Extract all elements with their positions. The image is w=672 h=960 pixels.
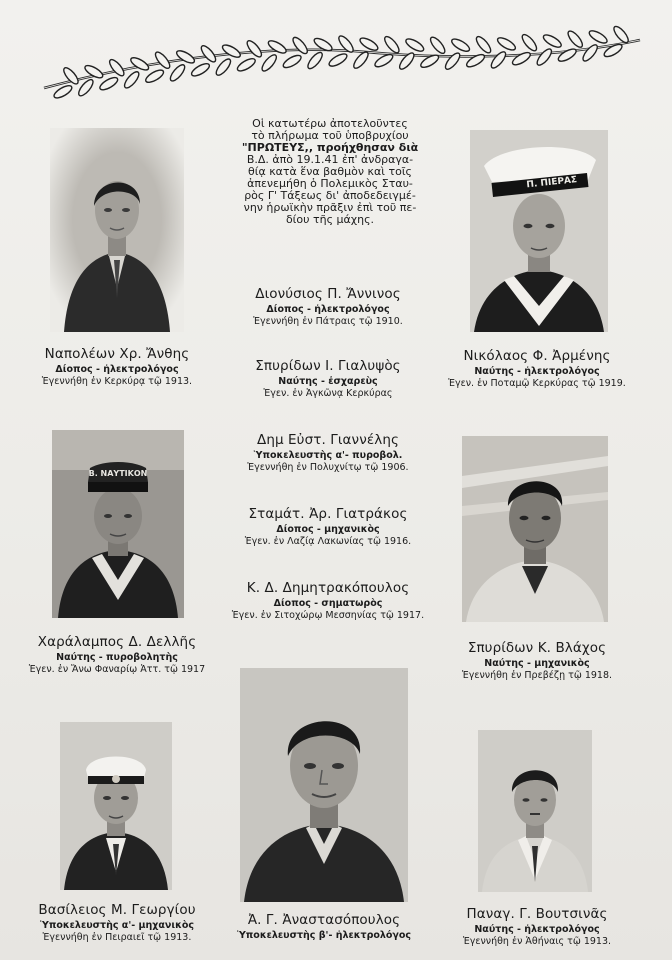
intro-line: ρὸς Γ' Τάξεως δι' ἀποδεδειγμέ- — [244, 189, 416, 202]
intro-line: νην ἡρωϊκὴν πρᾶξιν ἐπὶ τοῦ πε- — [243, 201, 417, 214]
caption-anninos — [226, 286, 430, 327]
laurel-leaf-icon — [587, 28, 608, 45]
laurel-leaf-icon — [566, 29, 585, 49]
person-rank: Ὑποκελευστὴς β'- ἠλεκτρολόγος — [236, 930, 412, 941]
laurel-leaf-icon — [351, 50, 370, 70]
laurel-leaf-icon — [428, 35, 447, 55]
laurel-leaf-icon — [260, 53, 279, 73]
portrait-anastasopoulos — [240, 668, 408, 902]
laurel-leaf-icon — [281, 53, 302, 70]
person-name: Παναγ. Γ. Βουτσινᾶς — [466, 906, 608, 922]
person-name: Σπυρίδων Κ. Βλάχος — [467, 640, 607, 656]
person-birth: Ἐγεννήθη ἐν Κερκύρᾳ τῷ 1913. — [41, 376, 193, 387]
caption-vlachos — [432, 640, 642, 681]
intro-line: δίου τῆς μάχης. — [285, 213, 375, 226]
laurel-leaf-icon — [520, 32, 539, 52]
caption-armenis — [432, 348, 642, 389]
caption-dellis — [18, 634, 216, 675]
laurel-leaf-icon — [542, 33, 563, 50]
person-name: Νικόλαος Φ. Ἀρμένης — [463, 348, 611, 364]
laurel-leaf-icon — [465, 52, 486, 69]
laurel-leaf-icon — [489, 50, 508, 70]
laurel-leaf-icon — [535, 47, 554, 67]
person-birth: Ἐγεν. ἐν Ποταμῷ Κερκύρας τῷ 1919. — [448, 378, 626, 389]
portrait-vlachos — [462, 436, 608, 622]
cap-ribbon-text: Β. ΝΑΥΤΙΚΟΝ — [88, 469, 148, 478]
laurel-leaf-icon — [581, 43, 600, 63]
laurel-leaf-icon — [443, 51, 462, 71]
intro-line: ἀπενεμήθη ὁ Πολεμικὸς Σταυ- — [247, 177, 413, 190]
caption-voutsinas — [432, 906, 642, 947]
intro-line: Β.Δ. ἀπὸ 19.1.41 ἐπ' ἀνδραγα- — [246, 153, 414, 166]
person-birth: Ἐγεν. ἐν Λαζίᾳ Λακωνίας τῷ 1916. — [244, 536, 412, 547]
person-name: Δημ Εὐστ. Γιαννέλης — [256, 432, 399, 448]
laurel-leaf-icon — [382, 34, 401, 54]
laurel-leaf-icon — [245, 39, 264, 59]
caption-anthis — [18, 346, 216, 387]
intro-line: Οἱ κατωτέρω ἀποτελοῦντες — [252, 117, 408, 130]
person-name: Σταμάτ. Ἀρ. Γιατράκος — [248, 506, 408, 522]
caption-giatrakos — [226, 506, 430, 547]
laurel-leaf-icon — [107, 57, 126, 77]
person-name: Ναπολέων Χρ. Ἄνθης — [44, 346, 190, 362]
portrait-armenis — [470, 130, 608, 332]
person-rank: Δίοπος - ἠλεκτρολόγος — [55, 364, 179, 375]
person-rank: Ναύτης - ἐσχαρεὺς — [278, 376, 378, 387]
laurel-leaf-icon — [404, 37, 425, 54]
person-rank: Δίοπος - ἠλεκτρολόγος — [266, 304, 390, 315]
person-rank: Δίοπος - μηχανικὸς — [276, 524, 380, 535]
person-birth: Ἐγεν. ἐν Ἀγκῶνᾳ Κερκύρας — [263, 388, 393, 399]
laurel-leaf-icon — [221, 43, 242, 60]
person-name: Σπυρίδων Ι. Γιαλυψὸς — [255, 358, 401, 374]
person-birth: Ἐγεννήθη ἐν Πάτραις τῷ 1910. — [253, 316, 403, 327]
person-birth: Ἐγεν. ἐν Σιτοχώρῳ Μεσσηνίας τῷ 1917. — [231, 610, 425, 621]
portrait-dellis — [52, 430, 184, 618]
laurel-leaf-icon — [557, 47, 578, 64]
person-rank: Δίοπος - σηματωρὸς — [273, 598, 383, 609]
laurel-leaf-icon — [76, 77, 95, 97]
caption-georgiou — [18, 902, 216, 943]
person-name: Διονύσιος Π. Ἄννινος — [255, 286, 401, 302]
caption-giannelis — [226, 432, 430, 473]
laurel-leaf-icon — [306, 50, 325, 70]
person-birth: Ἐγεννήθη ἐν Πειραιεῖ τῷ 1913. — [42, 932, 192, 943]
cap-ribbon-text: Π. ΠΙΕΡΑΣ — [526, 175, 578, 191]
laurel-leaf-icon — [153, 50, 172, 70]
person-birth: Ἐγεννήθη ἐν Ἀθήναις τῷ 1913. — [462, 936, 612, 947]
person-rank: Ὑποκελευστὴς α'- μηχανικὸς — [40, 920, 194, 931]
portrait-anthis — [50, 128, 184, 332]
person-name: Χαράλαμπος Δ. Δελλῆς — [37, 634, 197, 650]
laurel-leaf-icon — [199, 44, 218, 64]
caption-gialypsos — [226, 358, 430, 399]
laurel-leaf-icon — [373, 52, 394, 69]
portrait-voutsinas — [478, 730, 592, 892]
intro-line: θίᾳ κατὰ ἕνα βαθμὸν καὶ τοῖς — [248, 165, 412, 178]
laurel-leaf-icon — [122, 70, 141, 90]
laurel-leaf-icon — [291, 35, 310, 55]
person-rank: Ναύτης - ἠλεκτρολόγος — [474, 924, 600, 935]
person-name: Ἀ. Γ. Ἀναστασόπουλος — [247, 912, 401, 928]
laurel-leaf-icon — [358, 36, 379, 53]
laurel-leaf-icon — [129, 55, 150, 72]
person-birth: Ἐγεννήθη ἐν Πολυχνίτῳ τῷ 1906. — [247, 462, 409, 473]
laurel-branch-ornament — [36, 18, 648, 100]
intro-line: "ΠΡΩΤΕΥΣ,, προήχθησαν διὰ — [241, 141, 419, 154]
person-name: Βασίλειος Μ. Γεωργίου — [38, 902, 196, 918]
intro-paragraph — [232, 118, 428, 226]
caption-anastasopoulos — [222, 912, 426, 941]
laurel-leaf-icon — [496, 35, 517, 52]
laurel-leaf-icon — [511, 50, 532, 67]
person-rank: Ναύτης - ἠλεκτρολόγος — [474, 366, 600, 377]
laurel-leaf-icon — [214, 57, 233, 77]
person-birth: Ἐγεννήθη ἐν Πρεβέζῃ τῷ 1918. — [461, 670, 613, 681]
person-name: Κ. Δ. Δημητρακόπουλος — [246, 580, 410, 596]
person-rank: Ὑποκελευστὴς α'- πυροβολ. — [253, 450, 403, 461]
person-rank: Ναύτης - μηχανικὸς — [484, 658, 590, 669]
person-rank: Ναύτης - πυροβολητὴς — [56, 652, 178, 663]
laurel-leaf-icon — [168, 63, 187, 83]
laurel-leaf-icon — [327, 52, 348, 69]
laurel-leaf-icon — [450, 37, 471, 54]
laurel-leaf-icon — [175, 48, 196, 65]
laurel-leaf-icon — [267, 38, 288, 55]
laurel-leaf-icon — [236, 56, 257, 73]
intro-line: τὸ πλήρωμα τοῦ ὑποβρυχίου — [251, 129, 409, 142]
laurel-leaf-icon — [612, 24, 631, 44]
portrait-georgiou — [60, 722, 172, 890]
laurel-leaf-icon — [190, 61, 211, 78]
laurel-leaf-icon — [474, 34, 493, 54]
person-birth: Ἐγεν. ἐν Ἄνω Φαναρίῳ Ἀττ. τῷ 1917 — [28, 664, 206, 675]
caption-dimitrakopoulos — [226, 580, 430, 621]
